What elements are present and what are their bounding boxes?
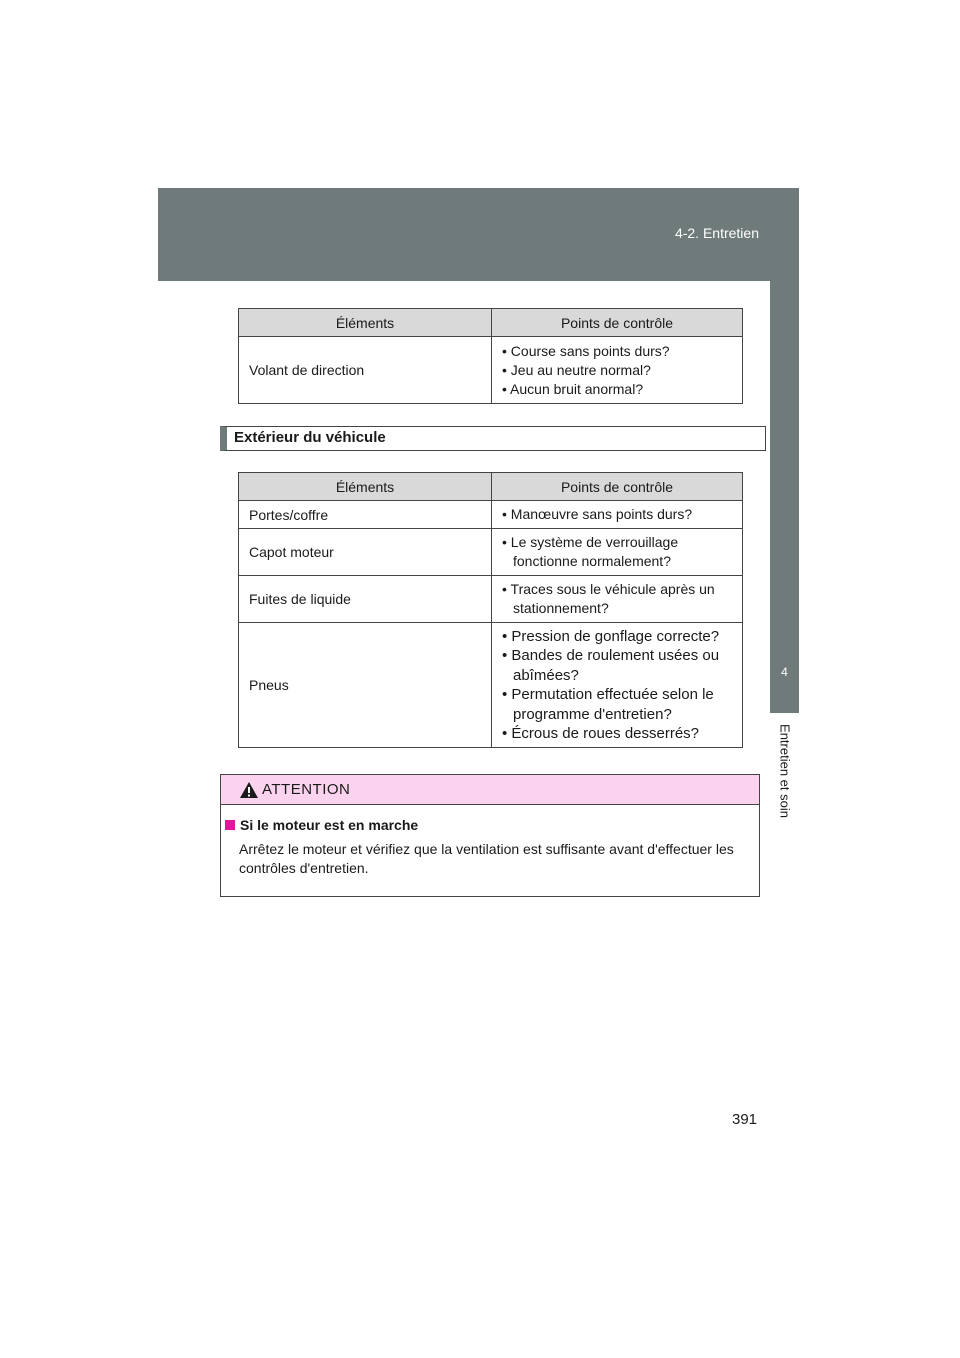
row-item: Capot moteur: [239, 529, 492, 576]
check-item: • Manœuvre sans points durs?: [502, 505, 732, 524]
check-item: • Écrous de roues desserrés?: [502, 724, 732, 744]
check-item: • Traces sous le véhicule après un stationnement?: [502, 580, 732, 618]
attention-body: [221, 805, 759, 878]
attention-header: [221, 775, 759, 805]
check-item: • Aucun bruit anormal?: [502, 380, 732, 399]
row-item: Volant de direction: [239, 337, 492, 404]
steering-check-table: [238, 308, 743, 404]
page-number: 391: [732, 1111, 758, 1128]
row-checks: [492, 501, 743, 529]
table-row: [239, 501, 743, 529]
table-row: [239, 529, 743, 576]
chapter-number: 4: [781, 665, 788, 679]
row-checks: [492, 623, 743, 748]
table-header-items: Éléments: [239, 309, 492, 337]
exterior-check-table: [238, 472, 743, 748]
table-header-items: Éléments: [239, 473, 492, 501]
attention-title: [225, 817, 755, 833]
table-row: [239, 623, 743, 748]
attention-title-text: Si le moteur est en marche: [240, 817, 419, 833]
chapter-label-container: [762, 713, 808, 833]
attention-box: [220, 774, 760, 897]
table-header-checks: Points de contrôle: [492, 309, 743, 337]
check-item: • Permutation effectuée selon le programme d'entretien?: [502, 685, 732, 724]
table-header-row: [239, 473, 743, 501]
check-item: • Le système de verrouillage fonctionne normalement?: [502, 533, 732, 571]
table-row: [239, 576, 743, 623]
attention-label: ATTENTION: [262, 781, 351, 798]
row-checks: [492, 337, 743, 404]
attention-text: Arrêtez le moteur et vérifiez que la ventilation est suffisante avant d'effectuer les contrôles d'entretien.: [239, 841, 734, 876]
row-checks: [492, 529, 743, 576]
check-item: • Bandes de roulement usées ou abîmées?: [502, 646, 732, 685]
row-checks: [492, 576, 743, 623]
row-item: Fuites de liquide: [239, 576, 492, 623]
table-header-row: [239, 309, 743, 337]
warning-icon: [239, 781, 259, 799]
check-item: • Jeu au neutre normal?: [502, 361, 732, 380]
row-item: Pneus: [239, 623, 492, 748]
page-header: [158, 188, 799, 281]
check-item: • Course sans points durs?: [502, 342, 732, 361]
section-title: 4-2. Entretien: [674, 225, 759, 241]
chapter-tab: [770, 281, 799, 713]
chapter-label: Entretien et soin: [777, 724, 793, 818]
check-item: • Pression de gonflage correcte?: [502, 627, 732, 647]
section-heading-text: Extérieur du véhicule: [234, 429, 386, 446]
section-heading: [220, 426, 766, 451]
table-row: [239, 337, 743, 404]
row-item: Portes/coffre: [239, 501, 492, 529]
square-bullet-icon: [225, 820, 235, 830]
table-header-checks: Points de contrôle: [492, 473, 743, 501]
